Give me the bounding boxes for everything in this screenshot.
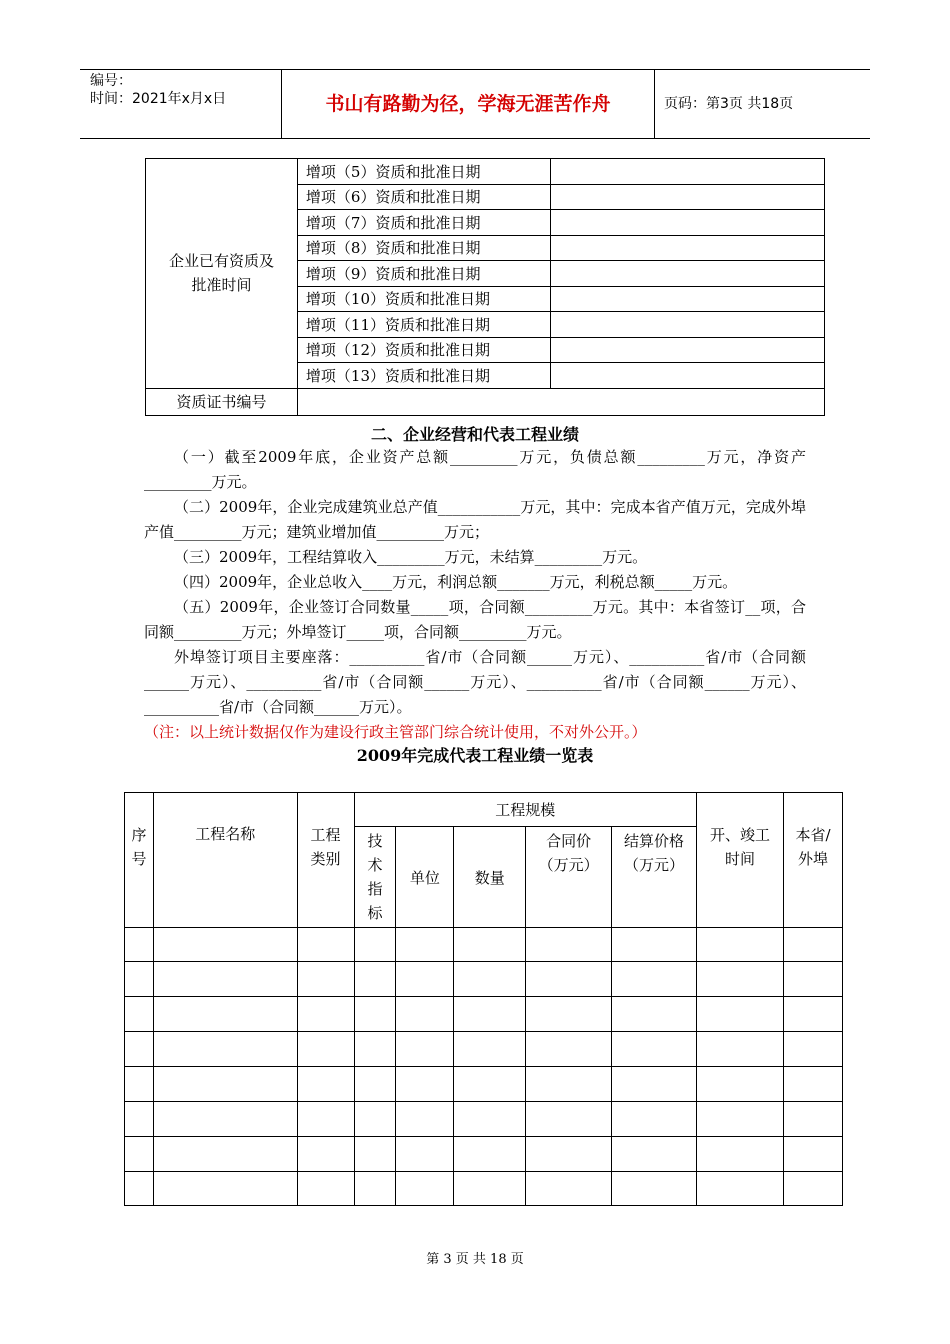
table-row xyxy=(125,928,843,962)
table-row xyxy=(146,159,825,185)
section-title: 二、企业经营和代表工程业绩 xyxy=(370,425,579,444)
performance-table xyxy=(124,792,843,1206)
qualification-table xyxy=(145,158,825,416)
header-contract-price: 合同价（万元） xyxy=(526,827,612,928)
qual-row-value[interactable] xyxy=(550,312,824,338)
header-location: 本省/外埠 xyxy=(783,793,842,928)
qual-row-label: 增项（12）资质和批准日期 xyxy=(297,337,550,363)
qual-row-value[interactable] xyxy=(550,261,824,287)
qual-row-value[interactable] xyxy=(550,159,824,185)
table-row xyxy=(125,1102,843,1137)
qual-row-value[interactable] xyxy=(550,235,824,261)
table-header-row xyxy=(125,793,843,827)
header-meta xyxy=(80,70,280,138)
cert-number-label: 资质证书编号 xyxy=(146,388,298,415)
number-label: 编号： xyxy=(90,73,132,89)
paragraph-2: （二）2009年，企业完成建筑业总产值___________万元，其中：完成本省产值万元，完成外埠产值_________万元；建筑业增加值_________万元； xyxy=(144,498,806,541)
header-motto: 书山有路勤为径，学海无涯苦作舟 xyxy=(281,70,655,138)
qual-row-label: 增项（8）资质和批准日期 xyxy=(297,235,550,261)
qual-row-value[interactable] xyxy=(550,337,824,363)
page-footer: 第 3 页 共 18 页 xyxy=(426,1252,524,1267)
qual-row-label: 增项（6）资质和批准日期 xyxy=(297,184,550,210)
perf-table-title: 2009年完成代表工程业绩一览表 xyxy=(356,746,594,765)
header-project-scale: 工程规模 xyxy=(354,793,697,827)
paragraph-3: （三）2009年，工程结算收入_________万元，未结算_________万元。 xyxy=(174,548,648,566)
cert-number-value[interactable] xyxy=(297,388,824,415)
qual-row-label: 增项（5）资质和批准日期 xyxy=(297,159,550,185)
table-row xyxy=(146,388,825,415)
header-project-type: 工程类别 xyxy=(297,793,354,928)
qual-row-label: 增项（13）资质和批准日期 xyxy=(297,363,550,389)
header-page-info: 页码：第3页 共18页 xyxy=(664,96,794,112)
qual-row-label: 增项（7）资质和批准日期 xyxy=(297,210,550,236)
qual-group-label: 企业已有资质及批准时间 xyxy=(146,159,298,389)
table-row xyxy=(125,1137,843,1172)
time-label: 时间：2021年x月x日 xyxy=(90,91,227,107)
header-start-end-time: 开、竣工时间 xyxy=(697,793,784,928)
qual-row-label: 增项（9）资质和批准日期 xyxy=(297,261,550,287)
header-tech-index: 技术指标 xyxy=(354,827,396,928)
qual-row-value[interactable] xyxy=(550,184,824,210)
qual-row-label: 增项（11）资质和批准日期 xyxy=(297,312,550,338)
paragraph-1: （一）截至2009年底，企业资产总额_________万元，负债总额_________万元，净资产_________万元。 xyxy=(144,448,806,491)
qual-row-value[interactable] xyxy=(550,210,824,236)
table-row xyxy=(125,997,843,1032)
paragraph-4: （四）2009年，企业总收入____万元，利润总额_______万元，利税总额_____万元。 xyxy=(174,573,738,591)
qual-row-value[interactable] xyxy=(550,286,824,312)
section-body xyxy=(144,445,806,745)
paragraph-6: 外埠签订项目主要座落：__________省/市（合同额______万元）、__________省/市（合同额______万元）、__________省/市（合同额______万元）、__________省/市（合同额______万元）、__________省/市（合同额______万元）。 xyxy=(144,648,806,716)
table-row xyxy=(125,1067,843,1102)
header-unit: 单位 xyxy=(396,827,454,928)
page-header xyxy=(80,69,870,139)
confidential-note: （注：以上统计数据仅作为建设行政主管部门综合统计使用，不对外公开。） xyxy=(144,723,647,741)
table-row xyxy=(125,1172,843,1206)
paragraph-5: （五）2009年，企业签订合同数量_____项，合同额_________万元。其中：本省签订__项，合同额_________万元；外埠签订_____项，合同额_________万元。 xyxy=(144,598,806,641)
table-row xyxy=(125,962,843,997)
header-seq: 序号 xyxy=(125,793,154,928)
qual-row-label: 增项（10）资质和批准日期 xyxy=(297,286,550,312)
header-settlement-price: 结算价格（万元） xyxy=(612,827,697,928)
header-project-name: 工程名称 xyxy=(153,793,297,928)
header-quantity: 数量 xyxy=(454,827,526,928)
qual-row-value[interactable] xyxy=(550,363,824,389)
table-row xyxy=(125,1032,843,1067)
